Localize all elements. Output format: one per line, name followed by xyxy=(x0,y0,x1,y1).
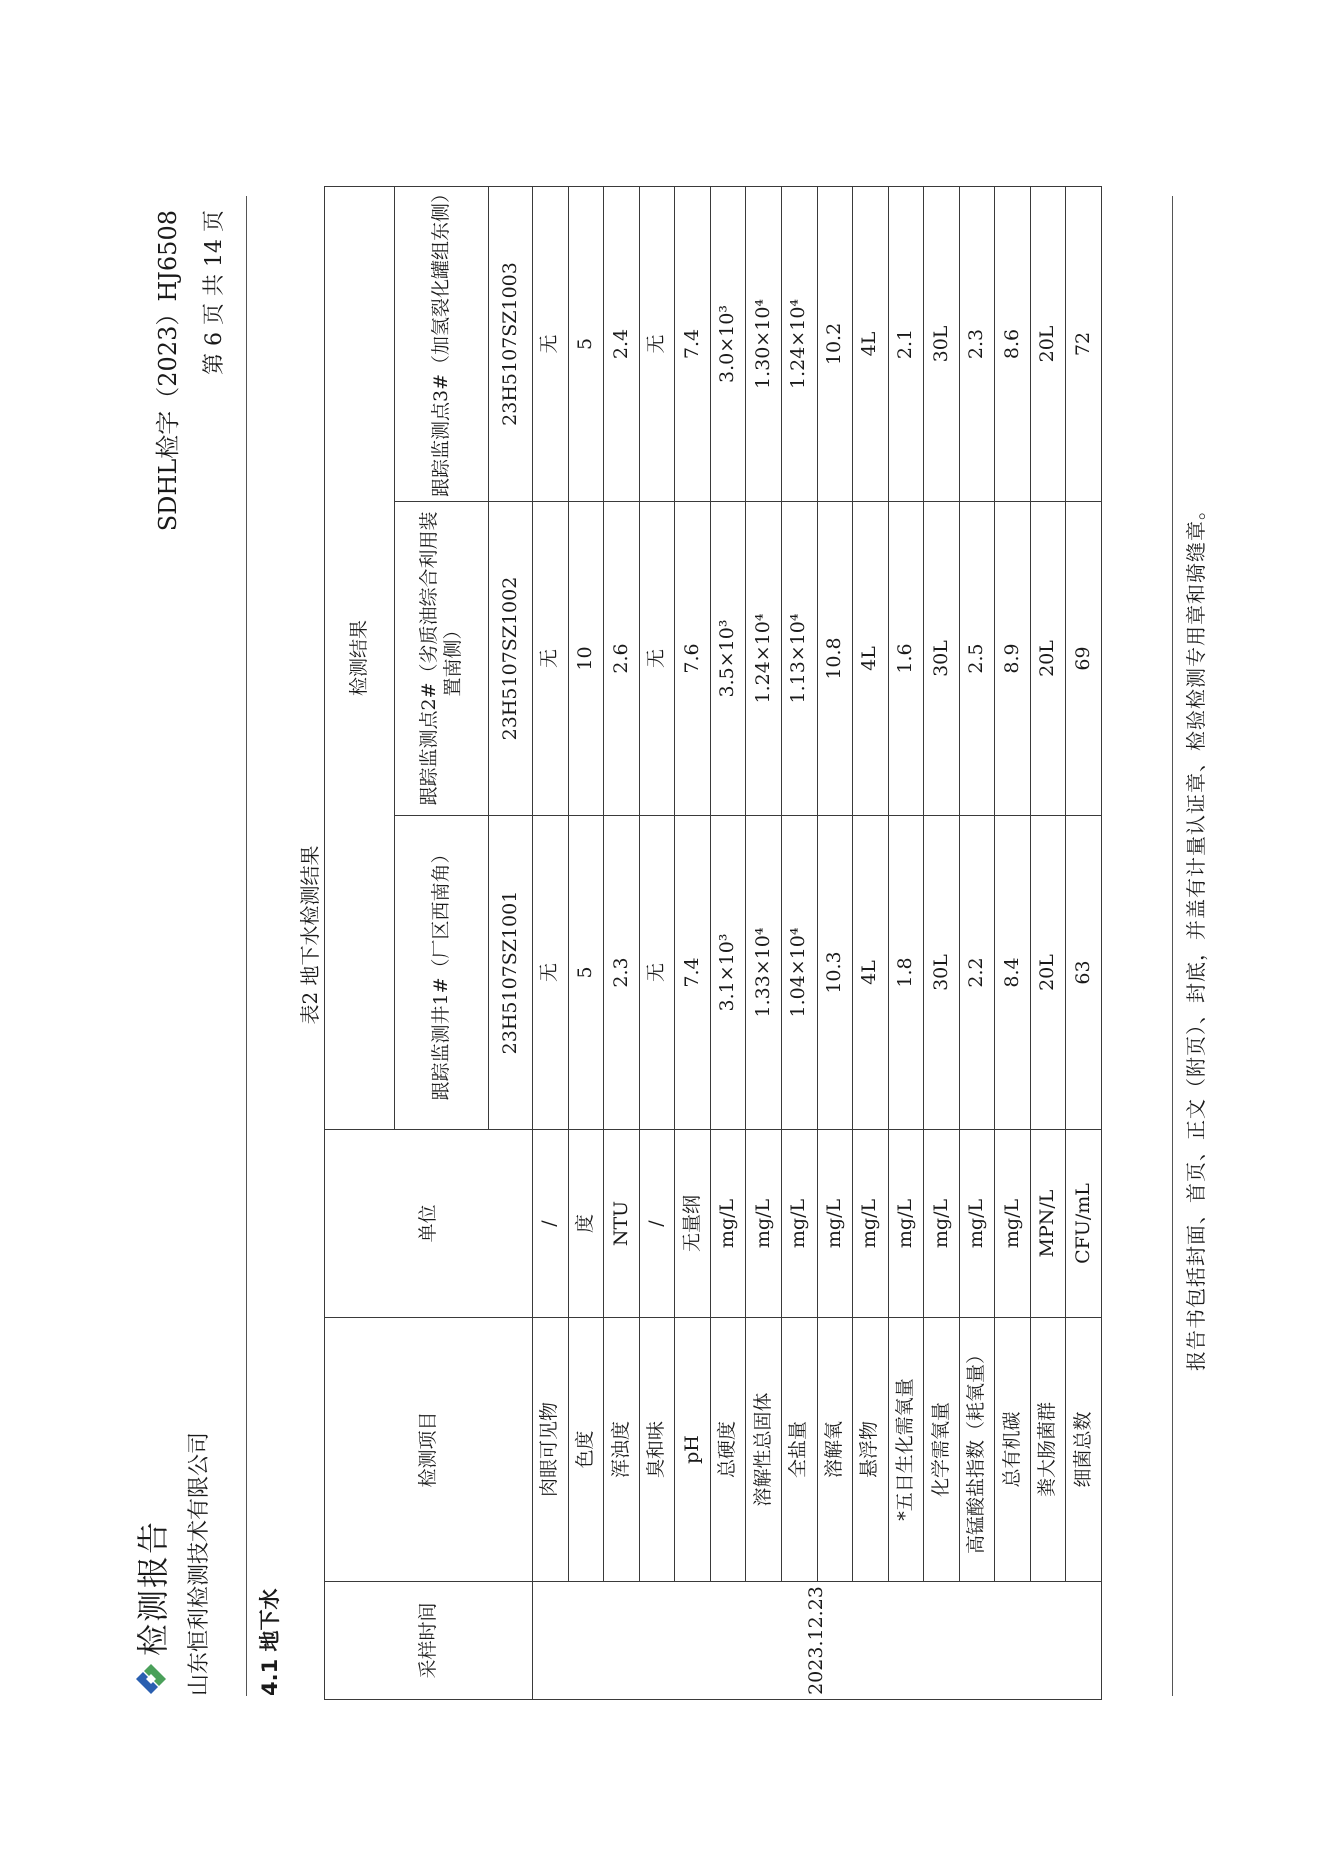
unit-cell: NTU xyxy=(604,1130,640,1318)
value-cell: 5 xyxy=(568,816,604,1130)
value-cell: 2.4 xyxy=(604,186,640,501)
value-cell: 1.8 xyxy=(888,816,924,1130)
table-row xyxy=(817,186,853,1699)
header-code-2: 23H5107SZ1002 xyxy=(489,502,533,816)
unit-cell: 无量纲 xyxy=(675,1130,711,1318)
value-cell: 7.6 xyxy=(675,502,711,816)
item-cell: 总有机碳 xyxy=(995,1318,1031,1582)
table-row xyxy=(781,186,817,1699)
item-cell: 高锰酸盐指数（耗氧量） xyxy=(959,1318,995,1582)
value-cell: 3.5×10³ xyxy=(710,502,746,816)
value-cell: 8.6 xyxy=(995,186,1031,501)
value-cell: 2.1 xyxy=(888,186,924,501)
value-cell: 10 xyxy=(568,502,604,816)
item-cell: 臭和味 xyxy=(639,1318,675,1582)
value-cell: 7.4 xyxy=(675,816,711,1130)
table-row xyxy=(604,186,640,1699)
value-cell: 8.9 xyxy=(995,502,1031,816)
table-row xyxy=(710,186,746,1699)
item-cell: 溶解氧 xyxy=(817,1318,853,1582)
table-row xyxy=(995,186,1031,1699)
value-cell: 30L xyxy=(924,502,960,816)
value-cell: 3.0×10³ xyxy=(710,186,746,501)
value-cell: 1.24×10⁴ xyxy=(746,502,782,816)
value-cell: 4L xyxy=(853,502,889,816)
unit-cell: 度 xyxy=(568,1130,604,1318)
table-row xyxy=(1066,186,1102,1699)
value-cell: 30L xyxy=(924,186,960,501)
table-row xyxy=(924,186,960,1699)
header-unit: 单位 xyxy=(325,1130,533,1318)
report-header-right xyxy=(148,210,228,531)
unit-cell: mg/L xyxy=(995,1130,1031,1318)
value-cell: 4L xyxy=(853,186,889,501)
value-cell: 1.13×10⁴ xyxy=(781,502,817,816)
table-row xyxy=(853,186,889,1699)
header-point-2: 跟踪监测点2#（劣质油综合利用装置南侧） xyxy=(395,502,489,816)
value-cell: 无 xyxy=(533,186,569,501)
table-row xyxy=(568,186,604,1699)
unit-cell: mg/L xyxy=(853,1130,889,1318)
value-cell: 无 xyxy=(533,502,569,816)
header-divider xyxy=(246,196,247,1696)
report-header-left xyxy=(128,1432,213,1696)
value-cell: 10.3 xyxy=(817,816,853,1130)
value-cell: 无 xyxy=(639,186,675,501)
header-sample-time: 采样时间 xyxy=(325,1582,533,1700)
unit-cell: mg/L xyxy=(924,1130,960,1318)
table-row xyxy=(746,186,782,1699)
value-cell: 无 xyxy=(639,502,675,816)
value-cell: 1.04×10⁴ xyxy=(781,816,817,1130)
item-cell: 总硬度 xyxy=(710,1318,746,1582)
results-table-container xyxy=(324,183,1102,1700)
table-row xyxy=(959,186,995,1699)
value-cell: 10.8 xyxy=(817,502,853,816)
item-cell: 粪大肠菌群 xyxy=(1030,1318,1066,1582)
unit-cell: mg/L xyxy=(710,1130,746,1318)
company-name: 山东恒利检测技术有限公司 xyxy=(187,1431,212,1696)
value-cell: 20L xyxy=(1030,502,1066,816)
value-cell: 72 xyxy=(1066,186,1102,501)
value-cell: 20L xyxy=(1030,186,1066,501)
item-cell: 化学需氧量 xyxy=(924,1318,960,1582)
item-cell: 全盐量 xyxy=(781,1318,817,1582)
unit-cell: CFU/mL xyxy=(1066,1130,1102,1318)
company-logo-icon xyxy=(134,1662,168,1696)
value-cell: 30L xyxy=(924,816,960,1130)
header-point-3: 跟踪监测点3#（加氢裂化罐组东侧） xyxy=(395,186,489,501)
value-cell: 1.30×10⁴ xyxy=(746,186,782,501)
value-cell: 20L xyxy=(1030,816,1066,1130)
unit-cell: MPN/L xyxy=(1030,1130,1066,1318)
item-cell: pH xyxy=(675,1318,711,1582)
item-cell: 色度 xyxy=(568,1318,604,1582)
unit-cell: mg/L xyxy=(888,1130,924,1318)
item-cell: 悬浮物 xyxy=(853,1318,889,1582)
header-code-1: 23H5107SZ1001 xyxy=(489,816,533,1130)
value-cell: 无 xyxy=(639,816,675,1130)
unit-cell: / xyxy=(533,1130,569,1318)
header-code-3: 23H5107SZ1003 xyxy=(489,186,533,501)
value-cell: 2.3 xyxy=(604,816,640,1130)
unit-cell: mg/L xyxy=(746,1130,782,1318)
item-cell: 肉眼可见物 xyxy=(533,1318,569,1582)
value-cell: 2.5 xyxy=(959,502,995,816)
footer-note: 报告书包括封面、首页、正文（附页）、封底，并盖有计量认证章、检验检测专用章和骑缝章。 xyxy=(1184,499,1208,1371)
value-cell: 69 xyxy=(1066,502,1102,816)
value-cell: 5 xyxy=(568,186,604,501)
value-cell: 63 xyxy=(1066,816,1102,1130)
unit-cell: / xyxy=(639,1130,675,1318)
unit-cell: mg/L xyxy=(959,1130,995,1318)
header-results: 检测结果 xyxy=(325,186,395,1129)
footer-divider xyxy=(1172,196,1173,1696)
value-cell: 1.33×10⁴ xyxy=(746,816,782,1130)
item-cell: 细菌总数 xyxy=(1066,1318,1102,1582)
value-cell: 8.4 xyxy=(995,816,1031,1130)
value-cell: 2.2 xyxy=(959,816,995,1130)
page-number: 第 6 页 共 14 页 xyxy=(202,210,227,375)
report-title: 检测报告 xyxy=(134,1519,172,1656)
sample-date-cell: 2023.12.23 xyxy=(533,1582,1102,1700)
table-row xyxy=(533,186,569,1699)
unit-cell: mg/L xyxy=(817,1130,853,1318)
value-cell: 3.1×10³ xyxy=(710,816,746,1130)
report-number: SDHL检字（2023）HJ6508 xyxy=(154,210,182,532)
table-row xyxy=(888,186,924,1699)
value-cell: 1.6 xyxy=(888,502,924,816)
value-cell: 无 xyxy=(533,816,569,1130)
unit-cell: mg/L xyxy=(781,1130,817,1318)
table-row xyxy=(675,186,711,1699)
value-cell: 2.3 xyxy=(959,186,995,501)
groundwater-results-table xyxy=(324,183,1102,1700)
value-cell: 4L xyxy=(853,816,889,1130)
section-heading: 4.1 地下水 xyxy=(258,1588,282,1696)
header-item: 检测项目 xyxy=(325,1318,533,1582)
table-caption: 表2 地下水检测结果 xyxy=(298,845,322,1025)
value-cell: 7.4 xyxy=(675,186,711,501)
item-cell: 溶解性总固体 xyxy=(746,1318,782,1582)
item-cell: *五日生化需氧量 xyxy=(888,1318,924,1582)
results-table-body xyxy=(533,186,1102,1699)
value-cell: 1.24×10⁴ xyxy=(781,186,817,501)
value-cell: 2.6 xyxy=(604,502,640,816)
header-point-1: 跟踪监测井1#（厂区西南角） xyxy=(395,816,489,1130)
table-row xyxy=(1030,186,1066,1699)
value-cell: 10.2 xyxy=(817,186,853,501)
table-row xyxy=(639,186,675,1699)
item-cell: 浑浊度 xyxy=(604,1318,640,1582)
